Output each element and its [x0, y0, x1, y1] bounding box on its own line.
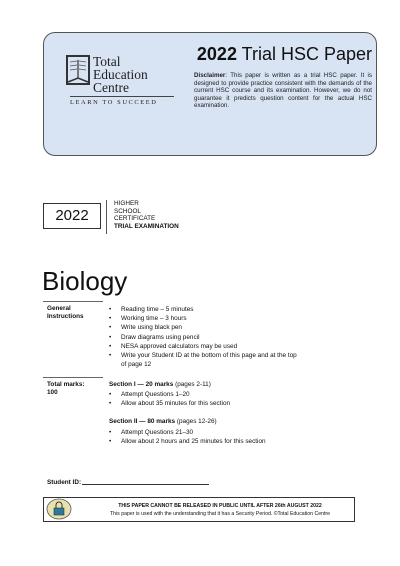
list-item: • Write your Student ID at the bottom of this page and at the top — [109, 351, 369, 360]
exam-year-box: 2022 — [43, 203, 101, 229]
cert-label — [114, 200, 179, 231]
paper-title-rest: Trial HSC Paper — [236, 44, 372, 64]
footer-release-notice: THIS PAPER CANNOT BE RELEASED IN PUBLIC UNTIL AFTER 26th AUGUST 2022 — [118, 503, 322, 509]
lock-seal-icon — [46, 498, 72, 520]
total-marks-value: 100 — [47, 389, 58, 396]
general-label — [47, 305, 84, 321]
subject-title: Biology — [42, 266, 128, 296]
disclaimer-label: Disclaimer — [194, 72, 226, 79]
student-id-label: Student ID: — [47, 479, 82, 486]
list-item-continuation: of page 12 — [121, 361, 152, 368]
general-label-2: Instructions — [47, 313, 84, 320]
list-item: • Allow about 2 hours and 25 minutes for this section — [109, 437, 369, 446]
logo-divider — [70, 96, 174, 97]
cert-line-4: TRIAL EXAMINATION — [114, 223, 179, 231]
logo-line-1: Total — [93, 54, 121, 69]
disclaimer-text: : This paper is written as a trial HSC paper. It is designed to provide practice consistent with the demands of the current HSC course and its examination. However, we do not guarantee it predicts question content for the actual HSC examination. — [194, 72, 372, 110]
logo-line-2: Education — [93, 67, 148, 82]
list-item: • Reading time – 5 minutes — [109, 305, 369, 314]
section-1-heading — [109, 380, 211, 389]
total-rule — [43, 377, 103, 378]
list-item: • Attempt Questions 21–30 — [109, 428, 369, 437]
list-item: • NESA approved calculators may be used — [109, 342, 369, 351]
logo-line-3: Centre — [93, 80, 129, 95]
list-item: • Write using black pen — [109, 323, 369, 332]
paper-year: 2022 — [196, 44, 237, 64]
list-item: • Working time – 3 hours — [109, 314, 369, 323]
cert-line-1: HIGHER — [114, 200, 139, 207]
cert-line-3: CERTIFICATE — [114, 215, 156, 223]
footer-box — [43, 497, 355, 522]
logo-tagline: LEARN TO SUCCEED — [70, 99, 158, 106]
general-rule — [43, 301, 103, 302]
section-2-heading — [109, 417, 217, 426]
paper-title — [194, 44, 372, 64]
section-1-pages: (pages 2-11) — [173, 381, 211, 388]
disclaimer — [194, 72, 372, 110]
total-marks-text: Total marks: — [47, 381, 85, 388]
list-item: • Attempt Questions 1–20 — [109, 390, 369, 399]
section-1-title: Section I — 20 marks — [109, 381, 174, 388]
header-text — [194, 40, 372, 110]
student-id-field[interactable] — [82, 484, 209, 485]
general-label-1: General — [47, 305, 71, 312]
cert-line-2: SCHOOL — [114, 207, 141, 215]
book-icon — [66, 52, 92, 92]
total-marks-label — [47, 381, 85, 397]
list-item: • Draw diagrams using pencil — [109, 333, 369, 342]
section-2-pages: (pages 12-26) — [175, 418, 217, 425]
cert-divider — [106, 200, 107, 234]
section-1-list — [109, 390, 369, 408]
list-item: • Allow about 35 minutes for this section — [109, 399, 369, 408]
general-instructions-list — [109, 305, 369, 360]
section-2-list — [109, 428, 369, 446]
footer-security-notice: This paper is used with the understanding that it has a Security Period. ©Total Education Centre — [109, 511, 331, 517]
section-2-title: Section II — 80 marks — [109, 418, 176, 425]
